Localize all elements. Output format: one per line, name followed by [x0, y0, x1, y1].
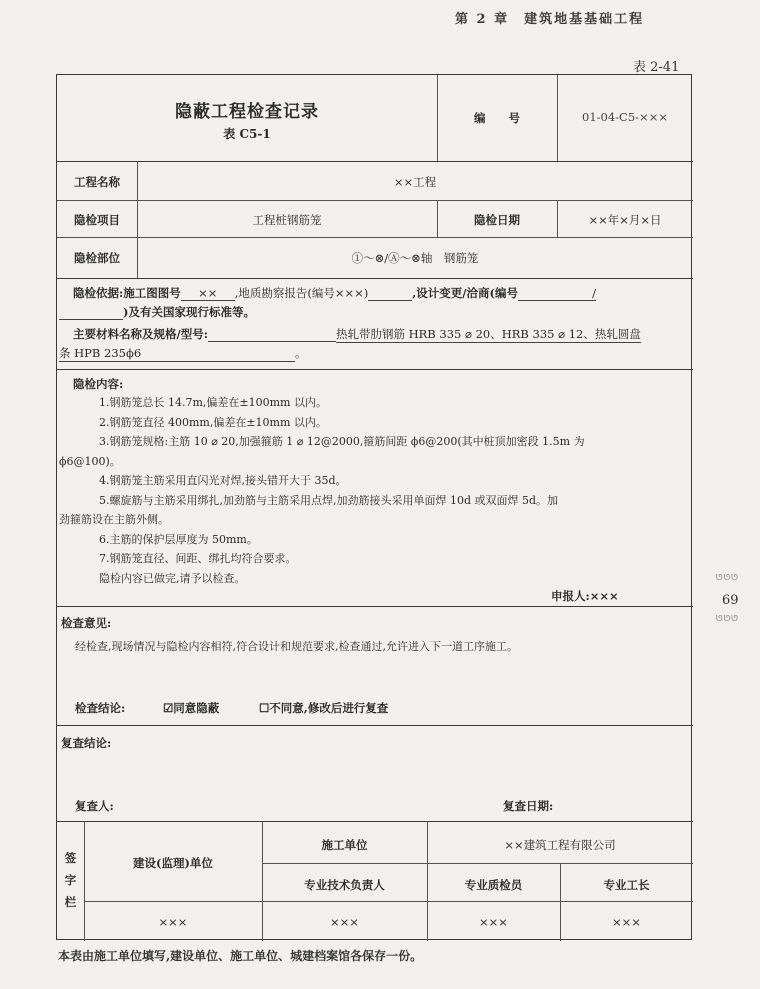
materials-label: 主要材料名称及规格/型号: [73, 327, 208, 341]
content-items [57, 393, 693, 588]
materials-end: 。 [295, 346, 307, 360]
owner-label: 建设(监理)单位 [133, 856, 213, 870]
content-item-3: 3.钢筋笼规格:主筋 10 ⌀ 20,加强箍筋 1 ⌀ 12@2000,箍筋间距 ϕ6@200(其中桩顶加密段 1.5m 为 [99, 435, 585, 448]
basis-suffix: )及有关国家现行标准等。 [123, 305, 255, 319]
ornament-bottom: ᘎᘎᘎ [716, 614, 739, 623]
form-subtitle: 表 C5-1 [223, 127, 271, 141]
content-item-6: 6.主筋的保护层厚度为 50mm。 [99, 532, 258, 546]
basis-prefix: 隐检依据:施工图图号 [73, 286, 181, 300]
form-title: 隐蔽工程检查记录 [175, 102, 319, 122]
item-label: 隐检项目 [74, 213, 120, 227]
content-item-7: 7.钢筋笼直径、间距、绑扎均符合要求。 [99, 552, 297, 565]
review-date: 复查日期: [503, 799, 554, 813]
location-value: ①～⊗/Ⓐ～⊗轴 钢筋笼 [351, 251, 479, 265]
content-item-2: 2.钢筋笼直径 400mm,偏差在±10mm 以内。 [99, 415, 327, 429]
materials-blank [208, 327, 336, 342]
opinion-text: 经检查,现场情况与隐检内容相符,符合设计和规范要求,检查通过,允许进入下一道工序施工。 [75, 640, 518, 653]
content-complete: 隐检内容已做完,请予以检查。 [99, 571, 246, 585]
content-item-1: 1.钢筋笼总长 14.7m,偏差在±100mm 以内。 [99, 396, 327, 409]
basis-mid2: ,设计变更/洽商(编号 [412, 286, 518, 300]
project-value: ××工程 [393, 175, 437, 189]
signature-side-label: 签 字 栏 [64, 851, 77, 909]
code-label: 编 号 [474, 111, 520, 125]
materials-line-1: 热轧带肋钢筋 HRB 335 ⌀ 20、HRB 335 ⌀ 12、热轧圆盘 [335, 327, 641, 341]
content-item-5-cont: 劲箍筋设在主筋外侧。 [59, 513, 169, 526]
conclusion-label: 检查结论: [75, 701, 126, 715]
content-item-3-cont: ϕ6@100)。 [59, 454, 121, 468]
contractor-value: ××建筑工程有限公司 [504, 838, 616, 852]
date-label: 隐检日期 [474, 213, 520, 227]
reviewer: 复查人: [75, 799, 114, 813]
basis-line [73, 285, 596, 301]
quality-inspector-signature: ××× [479, 915, 508, 929]
foreman-label: 专业工长 [603, 878, 650, 892]
change-number: / [518, 286, 596, 301]
quality-inspector-label: 专业质检员 [464, 878, 523, 892]
location-label: 隐检部位 [74, 251, 120, 265]
project-label: 工程名称 [74, 175, 120, 189]
date-value: ××年×月×日 [588, 213, 662, 227]
reporter: 申报人:××× [551, 589, 619, 603]
review-label: 复查结论: [61, 736, 112, 750]
tech-lead-signature: ××× [330, 915, 359, 929]
page-number: 69 [722, 593, 739, 608]
table-number: 表 2-41 [633, 60, 680, 75]
option-agree: ☑同意隐蔽 [163, 701, 220, 715]
materials-line-2: 条 HPB 235ϕ6 [59, 345, 295, 362]
inspection-form [56, 74, 692, 940]
content-label: 隐检内容: [73, 377, 124, 391]
drawing-number: ×× [181, 286, 235, 301]
code-value: 01-04-C5-××× [582, 110, 668, 124]
content-item-4: 4.钢筋笼主筋采用直闪光对焊,接头错开大于 35d。 [99, 474, 347, 487]
chapter-header: 第 2 章 建筑地基基础工程 [455, 12, 645, 27]
tech-lead-label: 专业技术负责人 [304, 878, 385, 892]
item-value: 工程桩钢筋笼 [252, 213, 322, 227]
ornament-top: ᘎᘎᘎ [716, 573, 739, 582]
basis-blank-2 [59, 305, 123, 320]
opinion-label: 检查意见: [61, 616, 112, 630]
content-item-5: 5.螺旋筋与主筋采用绑扎,加劲筋与主筋采用点焊,加劲筋接头采用单面焊 10d 或双面焊 5d。加 [99, 493, 559, 507]
contractor-label: 施工单位 [321, 838, 368, 852]
materials-line [73, 326, 641, 343]
option-disagree: ☐不同意,修改后进行复查 [259, 701, 389, 715]
owner-signature: ××× [158, 915, 188, 929]
foreman-signature: ××× [612, 915, 641, 929]
footnote: 本表由施工单位填写,建设单位、施工单位、城建档案馆各保存一份。 [58, 949, 423, 963]
basis-blank [368, 286, 412, 301]
basis-mid: ,地质勘察报告(编号×××) [234, 286, 369, 300]
basis-line-2 [59, 304, 255, 320]
materials-line-2-row [59, 345, 307, 362]
